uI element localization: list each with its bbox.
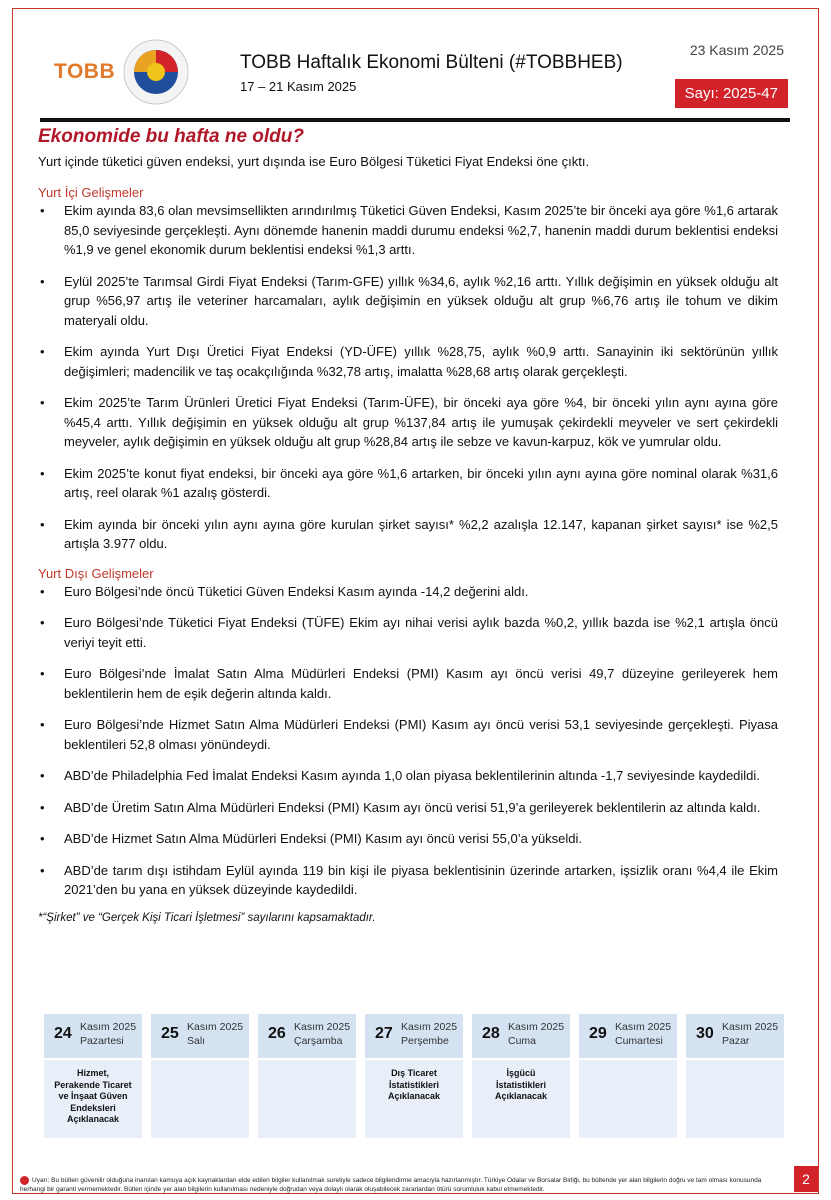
domestic-list [38, 201, 778, 554]
issue-badge: Sayı: 2025-47 [675, 79, 788, 108]
tobb-seal-icon [122, 38, 190, 106]
calendar-month: Kasım 2025 [615, 1021, 672, 1033]
bulletin-date-range: 17 – 21 Kasım 2025 [240, 79, 357, 94]
header-divider [40, 118, 790, 122]
list-item: • Ekim ayında bir önceki yılın aynı ayına göre kurulan şirket sayısı* %2,2 azalışla 12.147, kapanan şirket sayısı* ise %2,5 artışla 3.977 oldu. [38, 515, 778, 554]
calendar-day [686, 1014, 784, 1138]
calendar-month: Kasım 2025 [401, 1021, 458, 1033]
calendar-day-number: 25 [161, 1025, 179, 1042]
calendar-event: Hizmet, Perakende Ticaret ve İnşaat Güven Endeksleri Açıklanacak [54, 1068, 132, 1124]
calendar-day [472, 1014, 570, 1138]
main-content [38, 126, 778, 924]
calendar-day [579, 1014, 677, 1138]
calendar-day-number: 28 [482, 1025, 500, 1042]
calendar-day-number: 26 [268, 1025, 286, 1042]
list-item: • Eylül 2025’te Tarımsal Girdi Fiyat Endeksi (Tarım-GFE) yıllık %34,6, aylık %2,16 arttı. Yıllık değişimin en yüksek olduğu alt grup %56,97 artış ile veteriner harcamaları, aylık değişimin en yüksek olduğu alt grup %6,76 artış ile tohum ve dikim materyali oldu. [38, 272, 778, 331]
list-item: • Euro Bölgesi’nde İmalat Satın Alma Müdürleri Endeksi (PMI) Kasım ayı öncü verisi 49,7 düzeyine gerileyerek hem beklentilerin hem de eşik değerin altında kaldı. [38, 664, 778, 703]
calendar-month: Kasım 2025 [80, 1021, 137, 1033]
calendar-day [151, 1014, 249, 1138]
calendar-weekday: Cuma [508, 1035, 537, 1047]
list-item: • Ekim ayında 83,6 olan mevsimsellikten arındırılmış Tüketici Güven Endeksi, Kasım 2025’te bir önceki aya göre %1,6 artarak 85,0 seviyesinde gerçekleşti. Aynı dönemde hanenin maddi durumu endeksi %2,7, hanenin maddi durum beklentisi endeksi %1,9 ve genel ekonomik durum beklentisi endeksi %1,3 arttı. [38, 201, 778, 260]
calendar-day-number: 24 [54, 1025, 72, 1042]
list-item: • Ekim ayında Yurt Dışı Üretici Fiyat Endeksi (YD-ÜFE) yıllık %28,75, aylık %0,9 arttı. Sanayinin iki sektörünün yıllık değişimleri; madencilik ve taş ocakçılığında %32,78 artış, imalatta %28,68 artış olarak gerçekleşti. [38, 342, 778, 381]
list-item: • ABD’de tarım dışı istihdam Eylül ayında 119 bin kişi ile piyasa beklentisinin üzerinde artarken, işsizlik oranı %4,4 ile Ekim 2021’den bu yana en yüksek düzeyinde kaydedildi. [38, 861, 778, 900]
calendar-month: Kasım 2025 [508, 1021, 565, 1033]
calendar-weekday: Salı [187, 1035, 206, 1047]
warning-icon [20, 1176, 29, 1185]
list-item: • ABD’de Hizmet Satın Alma Müdürleri Endeksi (PMI) Kasım ayı öncü verisi 55,0’a yükseldi. [38, 829, 778, 849]
header [40, 34, 800, 120]
tobb-logo: TOBB [54, 60, 116, 83]
calendar-month: Kasım 2025 [294, 1021, 351, 1033]
domestic-heading: Yurt İçi Gelişmeler [38, 185, 144, 200]
intro-text: Yurt içinde tüketici güven endeksi, yurt dışında ise Euro Bölgesi Tüketici Fiyat Endeksi öne çıktı. [38, 154, 590, 169]
calendar-event: Dış Ticaret İstatistikleri Açıklanacak [387, 1068, 441, 1101]
calendar-day [365, 1014, 463, 1138]
calendar-weekday: Çarşamba [294, 1035, 343, 1047]
list-item: • Euro Bölgesi’nde Hizmet Satın Alma Müdürleri Endeksi (PMI) Kasım ayı öncü verisi 53,1 seviyesinde gerçekleşti. Piyasa beklentileri 52,8 olması yönündeydi. [38, 715, 778, 754]
calendar-event: İşgücü İstatistikleri Açıklanacak [494, 1068, 548, 1101]
list-item: • Euro Bölgesi’nde öncü Tüketici Güven Endeksi Kasım ayında -14,2 değerini aldı. [38, 582, 778, 602]
list-item: • ABD’de Üretim Satın Alma Müdürleri Endeksi (PMI) Kasım ayı öncü verisi 51,9’a gerileyerek beklentilerin az altında kaldı. [38, 798, 778, 818]
page-number: 2 [794, 1166, 818, 1192]
list-item: • Ekim 2025’te Tarım Ürünleri Üretici Fiyat Endeksi (Tarım-ÜFE), bir önceki aya göre %4, bir önceki yılın aynı ayına göre %45,4 arttı. Yıllık değişimin en yüksek olduğu alt grup %137,84 artış ile yumuşak çekirdekli meyveler ve sert çekirdekli meyveler, aylık değişimin en yüksek olduğu alt grup %28,84 artış ile sebze ve kavun-karpuz, kök ve yumrular oldu. [38, 393, 778, 452]
bulletin-title: TOBB Haftalık Ekonomi Bülteni (#TOBBHEB) [240, 52, 623, 73]
disclaimer-text: Uyarı: Bu bülten güvenilir olduğuna inanılan kamuya açık kaynaklardan elde edilen bilgiler kullanılmak suretiyle sadece bilgilendirme amacıyla hazırlanmıştır. Türkiye Odalar ve Borsalar Birliği, bu bültende yer alan bilgilerin doğru ve tam olması konusunda herhangi bir garanti vermemektedir. Bülten içinde yer alan bilgilerin kullanılması nedeniyle doğrudan veya dolaylı olarak oluşabilecek zararlardan ötürü sorumluluk kabul etmemektedir. [20, 1177, 762, 1194]
main-heading: Ekonomide bu hafta ne oldu? [38, 126, 304, 147]
calendar-weekday: Cumartesi [615, 1035, 663, 1047]
calendar-day-number: 27 [375, 1025, 393, 1042]
disclaimer [20, 1176, 780, 1194]
calendar-month: Kasım 2025 [722, 1021, 779, 1033]
calendar-weekday: Pazartesi [80, 1035, 124, 1047]
calendar-weekday: Perşembe [401, 1035, 449, 1047]
list-item: • ABD’de Philadelphia Fed İmalat Endeksi Kasım ayında 1,0 olan piyasa beklentilerinin altında -1,7 seviyesinde kaydedildi. [38, 766, 778, 786]
footnote: *“Şirket” ve “Gerçek Kişi Ticari İşletmesi” sayılarını kapsamaktadır. [38, 911, 376, 924]
foreign-list [38, 582, 778, 900]
list-item: • Euro Bölgesi’nde Tüketici Fiyat Endeksi (TÜFE) Ekim ayı nihai verisi aylık bazda %0,2, yıllık bazda ise %2,1 artışla öncü veriyi teyit etti. [38, 613, 778, 652]
list-item: • Ekim 2025’te konut fiyat endeksi, bir önceki aya göre %1,6 artarken, bir önceki yılın aynı ayına göre nominal olarak %31,6 artış, reel olarak %1 azalış gösterdi. [38, 464, 778, 503]
publish-date: 23 Kasım 2025 [689, 42, 784, 58]
weekly-calendar [44, 1014, 788, 1138]
calendar-day [44, 1014, 142, 1138]
calendar-day [258, 1014, 356, 1138]
calendar-weekday: Pazar [722, 1035, 750, 1047]
calendar-day-number: 30 [696, 1025, 714, 1042]
foreign-heading: Yurt Dışı Gelişmeler [38, 565, 154, 581]
calendar-month: Kasım 2025 [187, 1021, 244, 1033]
calendar-day-number: 29 [589, 1025, 607, 1042]
